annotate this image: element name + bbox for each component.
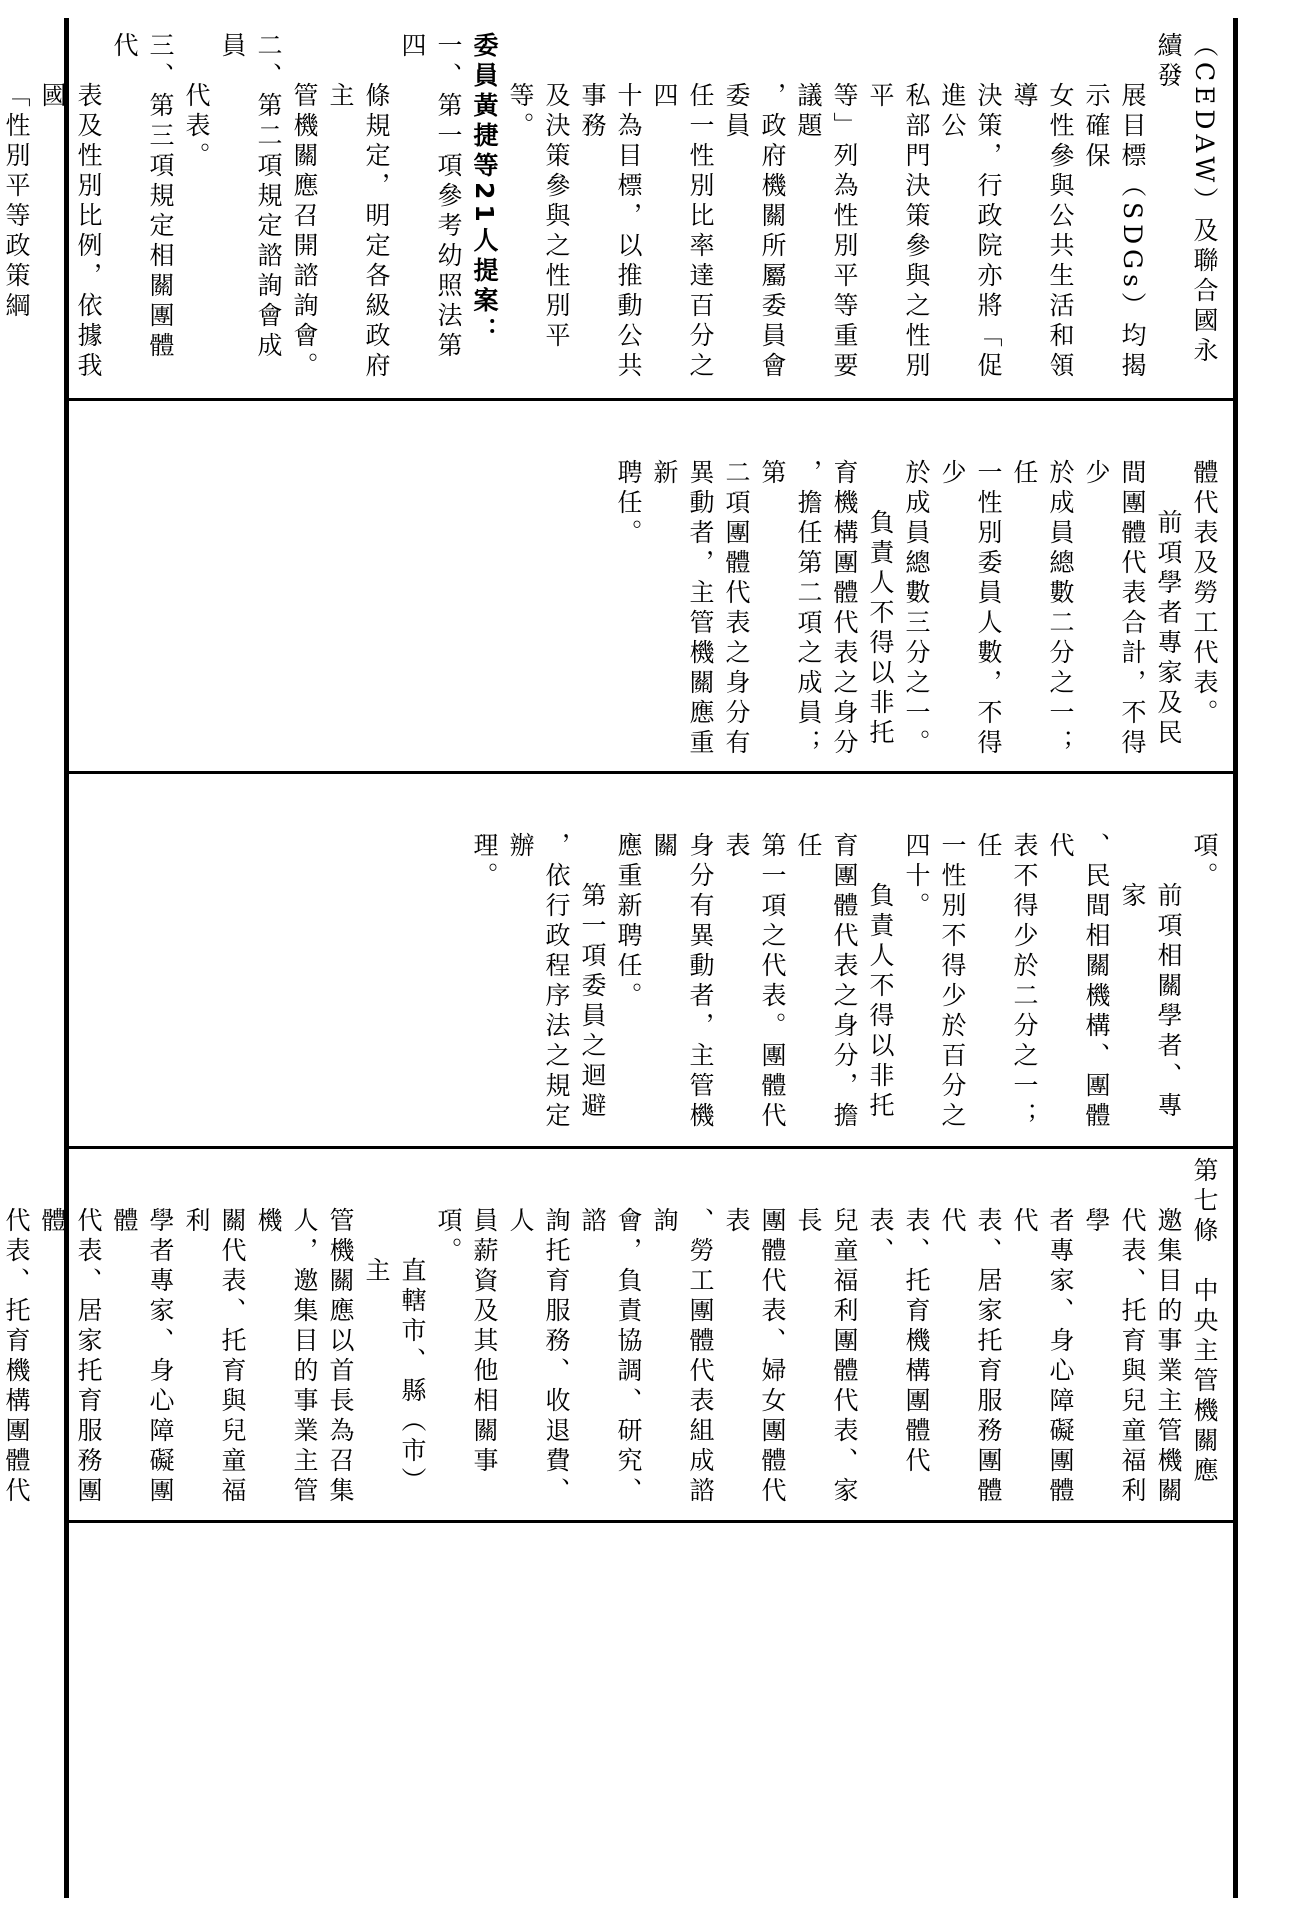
text-line: 代表、居家托育服務團體 bbox=[38, 1207, 103, 1507]
text-line: 前項學者專家及民 bbox=[1154, 509, 1183, 749]
proposed-article-column bbox=[69, 401, 1232, 769]
text-line: 、民間相關機構、團體代 bbox=[1046, 832, 1111, 1132]
committee-article-text bbox=[456, 774, 1232, 1144]
text-line: 第一項之代表。團體代表 bbox=[722, 832, 787, 1132]
text-line: 異動者，主管機關應重新 bbox=[650, 459, 715, 759]
text-line: （CEDAW）及聯合國永續發 bbox=[1154, 32, 1219, 368]
text-line: 體代表及勞工代表。 bbox=[1190, 459, 1219, 729]
text-line: 邀集目的事業主管機關 bbox=[1154, 1207, 1183, 1507]
text-line: 四十。 bbox=[902, 832, 931, 922]
text-line: 者專家、身心障礙團體代 bbox=[1010, 1207, 1075, 1507]
text-line: 展目標（SDGs）均揭示確保 bbox=[1082, 82, 1147, 382]
text-line: 管機關應以首長為召集 bbox=[326, 1207, 355, 1507]
text-line: 「性別平等政策綱 bbox=[2, 82, 31, 322]
text-line: 等」列為性別平等重要議題 bbox=[794, 82, 859, 382]
text-line: 一性別不得少於百分之 bbox=[938, 832, 967, 1132]
text-line: 任一性別比率達百分之四 bbox=[650, 82, 715, 382]
text-line: 二、第二項規定諮詢會成員 bbox=[218, 32, 283, 362]
text-line: 身分有異動者，主管機關 bbox=[650, 832, 715, 1132]
text-line: 一、第一項參考幼照法第四 bbox=[398, 32, 463, 362]
text-line: 表、居家托育服務團體代 bbox=[938, 1207, 1003, 1507]
text-line: 第七條 中央主管機關應 bbox=[1190, 1157, 1219, 1487]
text-line: 一性別委員人數，不得少 bbox=[938, 459, 1003, 759]
explanation-text bbox=[0, 24, 1232, 396]
text-line: 三、第三項規定相關團體代 bbox=[110, 32, 175, 362]
text-line: 直轄市、縣（市）主 bbox=[362, 1257, 427, 1497]
text-line: 關代表、托育與兒童福利 bbox=[182, 1207, 247, 1507]
current-article-text bbox=[0, 1149, 1232, 1518]
text-line: 表不得少於二分之一；任 bbox=[974, 832, 1039, 1132]
text-line: 第一項委員之迴避 bbox=[578, 882, 607, 1122]
text-line: 團體代表、婦女團體代表 bbox=[722, 1207, 787, 1507]
text-line: 理。 bbox=[470, 832, 499, 892]
text-line: ，依行政程序法之規定辦 bbox=[506, 832, 571, 1132]
text-line: 育機構團體代表之身分 bbox=[830, 459, 859, 759]
text-line: 間團體代表合計，不得少 bbox=[1082, 459, 1147, 759]
text-line: 代表。 bbox=[182, 82, 211, 172]
text-line: 項。 bbox=[1190, 832, 1219, 892]
text-line: 女性參與公共生活和領導 bbox=[1010, 82, 1075, 382]
proposer-heading: 委員黃捷等21人提案： bbox=[470, 32, 499, 347]
text-line: 表、托育機構團體代表、 bbox=[866, 1207, 931, 1477]
text-line: 私部門決策參與之性別平 bbox=[866, 82, 931, 382]
text-line: 表及性別比例，依據我國 bbox=[38, 82, 103, 382]
text-line: 條規定，明定各級政府主 bbox=[326, 82, 391, 382]
text-line: 應重新聘任。 bbox=[614, 832, 643, 1012]
text-line: 育團體代表之身分，擔任 bbox=[794, 832, 859, 1132]
committee-article-column bbox=[69, 774, 1232, 1144]
text-line: 詢托育服務、收退費、人 bbox=[506, 1207, 571, 1507]
text-line: 代表、托育與兒童福利學 bbox=[1082, 1207, 1147, 1507]
text-line: 代表、托育機構團體代 bbox=[2, 1207, 31, 1507]
text-line: 管機關應召開諮詢會。 bbox=[290, 82, 319, 382]
text-line: 前項相關學者、專家 bbox=[1118, 882, 1183, 1122]
text-line: ，擔任第二項之成員；第 bbox=[758, 459, 823, 759]
text-line: 及決策參與之性別平等。 bbox=[506, 82, 571, 352]
text-line: 負責人不得以非托 bbox=[866, 882, 895, 1122]
text-line: 人，邀集目的事業主管機 bbox=[254, 1207, 319, 1507]
text-line: 學者專家、身心障礙團體 bbox=[110, 1207, 175, 1507]
explanation-column bbox=[2, 24, 1232, 396]
text-line: 決策，行政院亦將「促進公 bbox=[938, 82, 1003, 382]
text-line: 負責人不得以非托 bbox=[866, 509, 895, 749]
text-line: 十為目標，以推動公共事務 bbox=[578, 82, 643, 382]
proposed-article-text bbox=[600, 401, 1232, 769]
bottom-border-rule bbox=[1233, 18, 1238, 1898]
text-line: 聘任。 bbox=[614, 459, 643, 549]
column-separator bbox=[66, 1520, 1234, 1523]
text-line: 員薪資及其他相關事項。 bbox=[434, 1207, 499, 1477]
text-line: 於成員總數三分之一。 bbox=[902, 459, 931, 759]
text-line: 會，負責協調、研究、諮 bbox=[578, 1207, 643, 1507]
text-line: 兒童福利團體代表、家長 bbox=[794, 1207, 859, 1507]
text-line: ，政府機關所屬委員會委員 bbox=[722, 82, 787, 382]
current-article-column bbox=[2, 1149, 1232, 1518]
text-line: 、勞工團體代表組成諮詢 bbox=[650, 1207, 715, 1507]
text-line: 二項團體代表之身分有 bbox=[722, 459, 751, 759]
text-line: 於成員總數二分之一；任 bbox=[1010, 459, 1075, 759]
